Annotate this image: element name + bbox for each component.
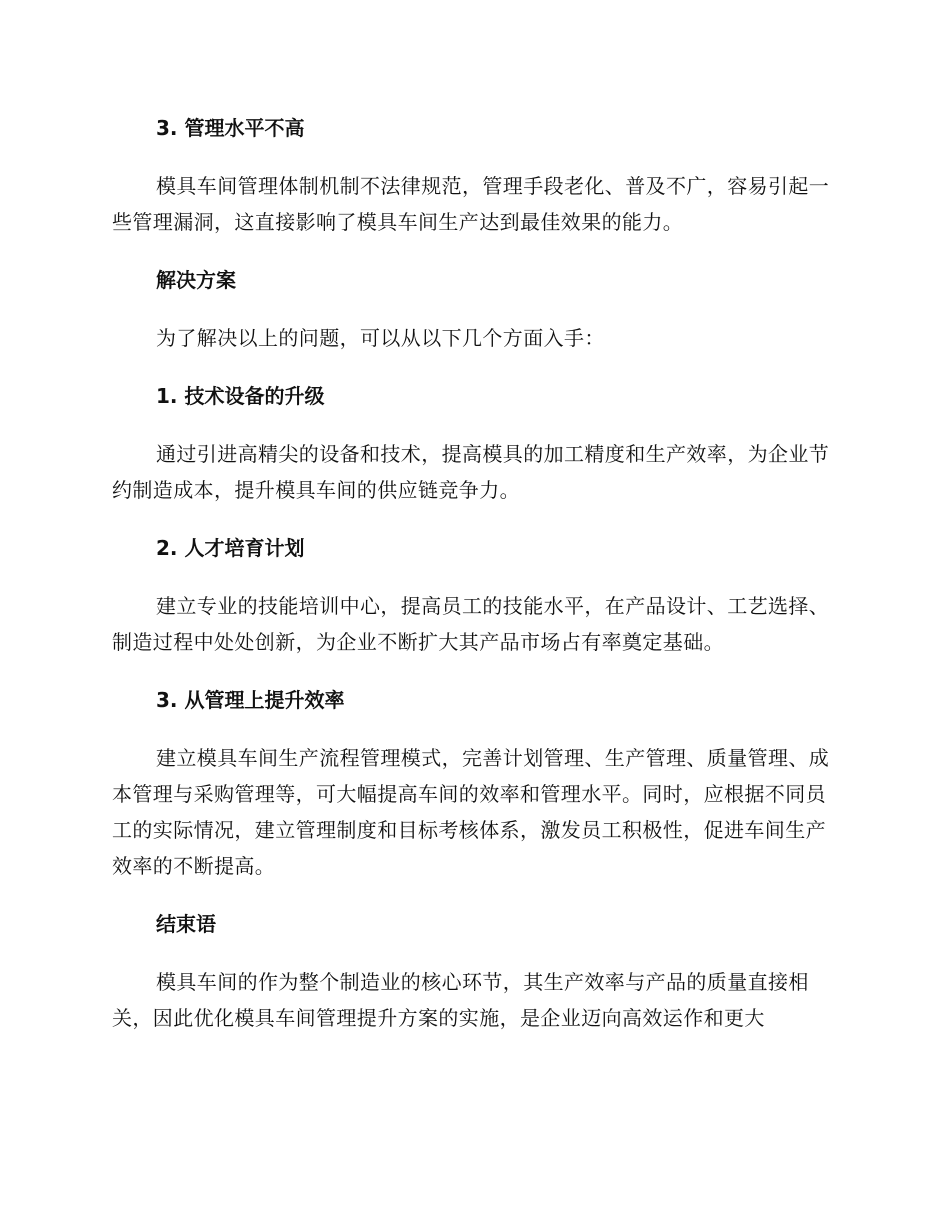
section-heading-conclusion: 结束语 [156, 912, 216, 936]
section-heading-solutions: 解决方案 [156, 268, 236, 292]
paragraph-management-issues: 模具车间管理体制机制不法律规范，管理手段老化、普及不广，容易引起一些管理漏洞，这直接影响了模具车间生产达到最佳效果的能力。 [112, 174, 830, 234]
section-heading-management-efficiency: 3. 从管理上提升效率 [156, 688, 345, 712]
section-heading-management-level: 3. 管理水平不高 [156, 116, 305, 140]
section-heading-equipment-upgrade: 1. 技术设备的升级 [156, 384, 325, 408]
paragraph-solutions-intro: 为了解决以上的问题，可以从以下几个方面入手： [156, 326, 605, 350]
paragraph-conclusion: 模具车间的作为整个制造业的核心环节，其生产效率与产品的质量直接相关，因此优化模具车间管理提升方案的实施，是企业迈向高效运作和更大 [112, 970, 809, 1030]
paragraph-talent-plan: 建立专业的技能培训中心，提高员工的技能水平，在产品设计、工艺选择、制造过程中处处创新，为企业不断扩大其产品市场占有率奠定基础。 [112, 594, 830, 654]
document-body [112, 108, 832, 1036]
paragraph-management-efficiency: 建立模具车间生产流程管理模式，完善计划管理、生产管理、质量管理、成本管理与采购管理等，可大幅提高车间的效率和管理水平。同时，应根据不同员工的实际情况，建立管理制度和目标考核体系，激发员工积极性，促进车间生产效率的不断提高。 [112, 746, 830, 878]
paragraph-equipment-upgrade: 通过引进高精尖的设备和技术，提高模具的加工精度和生产效率，为企业节约制造成本，提升模具车间的供应链竞争力。 [112, 442, 830, 502]
section-heading-talent-plan: 2. 人才培育计划 [156, 536, 305, 560]
